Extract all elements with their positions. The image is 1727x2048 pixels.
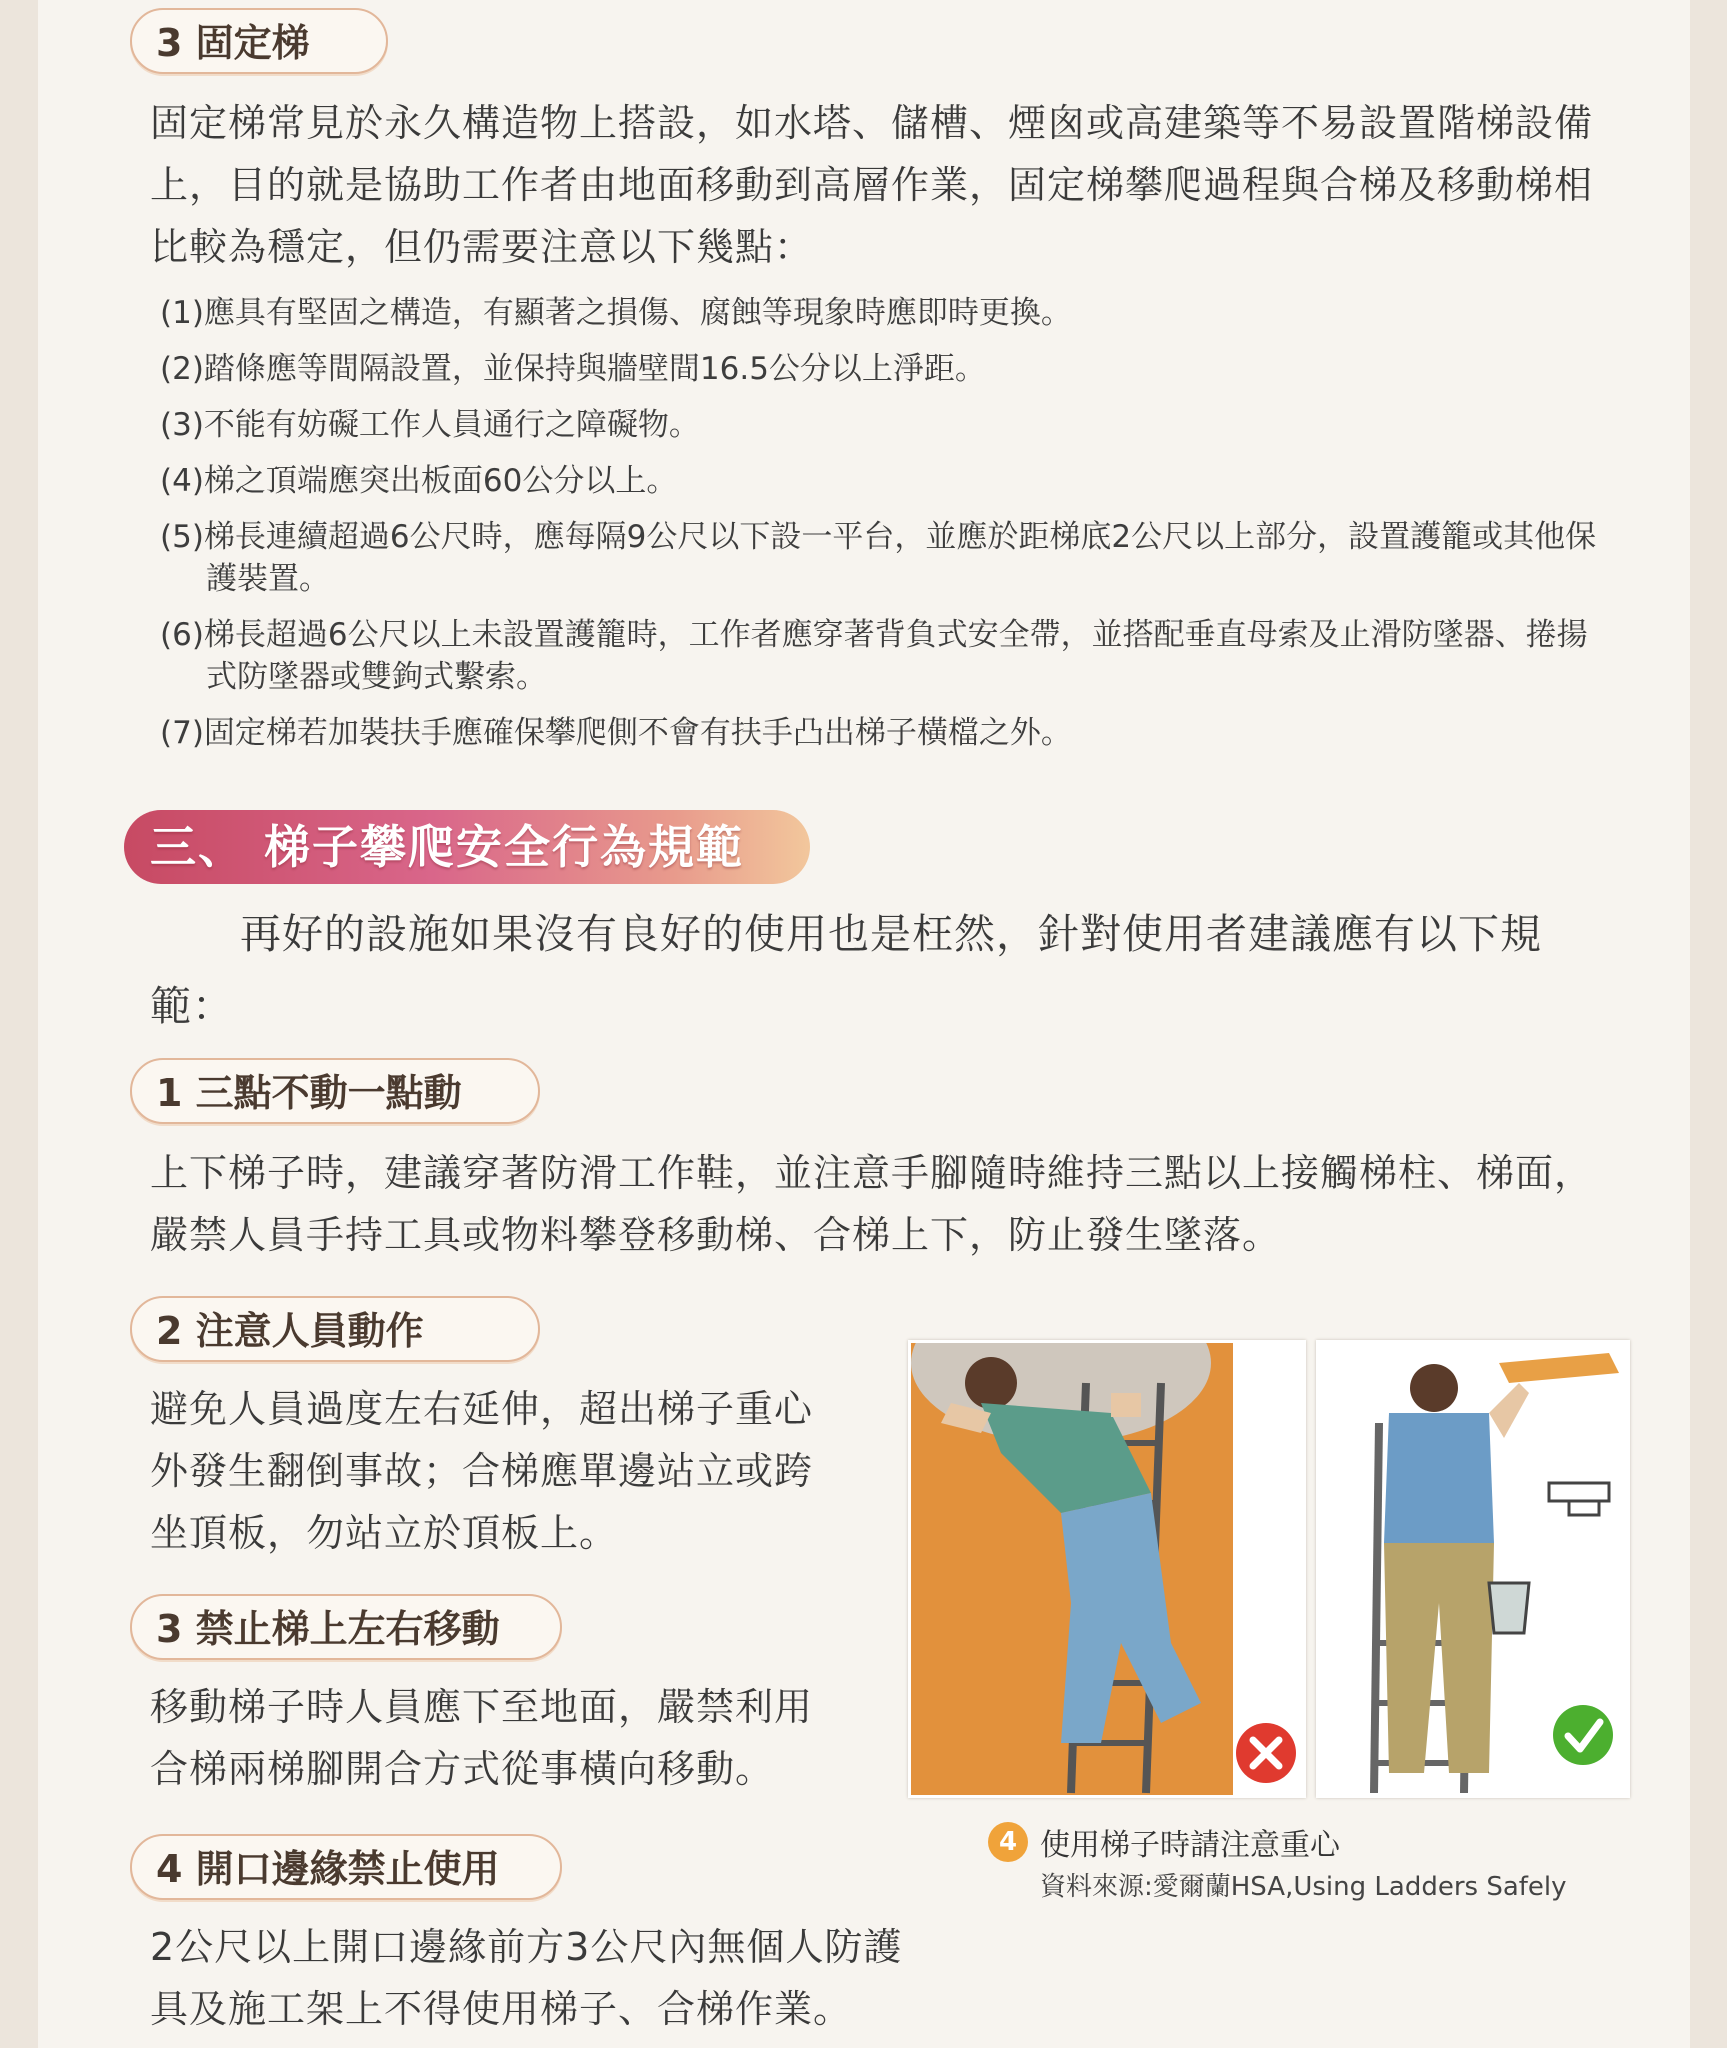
heading-text: 3 禁止梯上左右移動 <box>156 1607 500 1651</box>
list-item: (1)應具有堅固之構造，有顯著之損傷、腐蝕等現象時應即時更換。 <box>160 295 1072 331</box>
right-example-panel <box>1316 1340 1630 1798</box>
banner-text: 三、 梯子攀爬安全行為規範 <box>150 820 745 874</box>
rule-text-3: 移動梯子時人員應下至地面，嚴禁利用合梯兩梯腳開合方式從事橫向移動。 <box>150 1685 814 1791</box>
correct-worker-illustration <box>1319 1343 1630 1798</box>
check-mark-icon <box>1553 1705 1613 1765</box>
section-heading-fixed-ladder <box>130 8 388 74</box>
rule-heading-1 <box>130 1058 540 1124</box>
figure-caption: 使用梯子時請注意重心 <box>1040 1828 1340 1863</box>
list-item: (3)不能有妨礙工作人員通行之障礙物。 <box>160 407 700 443</box>
list-item: (6)梯長超過6公尺以上未設置護籠時，工作者應穿著背負式安全帶，並搭配垂直母索及止滑防墜器、捲揚式防墜器或雙鉤式繫索。 <box>160 617 1588 695</box>
overreaching-worker-illustration <box>911 1343 1306 1798</box>
figure-source: 資料來源:愛爾蘭HSA,Using Ladders Safely <box>1040 1872 1567 1902</box>
list-item: (2)踏條應等間隔設置，並保持與牆壁間16.5公分以上淨距。 <box>160 351 986 387</box>
list-item: (7)固定梯若加裝扶手應確保攀爬側不會有扶手凸出梯子橫檔之外。 <box>160 715 1072 751</box>
fixed-ladder-list <box>160 292 1600 768</box>
rule-text-4: 2公尺以上開口邊緣前方3公尺內無個人防護具及施工架上不得使用梯子、合梯作業。 <box>150 1925 903 2031</box>
list-item: (5)梯長連續超過6公尺時，應每隔9公尺以下設一平台，並應於距梯底2公尺以上部分，設置護籠或其他保護裝置。 <box>160 519 1597 597</box>
figure-number-badge: 4 <box>988 1822 1028 1862</box>
heading-text: 4 開口邊緣禁止使用 <box>156 1847 500 1891</box>
rule-heading-2 <box>130 1296 540 1362</box>
heading-text: 3 固定梯 <box>156 21 310 65</box>
list-item: (4)梯之頂端應突出板面60公分以上。 <box>160 463 678 499</box>
wrong-example-panel <box>908 1340 1306 1798</box>
section-intro: 再好的設施如果沒有良好的使用也是枉然，針對使用者建議應有以下規範： <box>150 910 1542 1030</box>
fixed-ladder-intro: 固定梯常見於永久構造物上搭設，如水塔、儲槽、煙囪或高建築等不易設置階梯設備上，目的就是協助工作者由地面移動到高層作業，固定梯攀爬過程與合梯及移動梯相比較為穩定，但仍需要注意以下幾點： <box>150 101 1594 269</box>
ladder-illustration <box>908 1340 1630 1800</box>
heading-text: 2 注意人員動作 <box>156 1309 424 1353</box>
heading-text: 1 三點不動一點動 <box>156 1071 462 1115</box>
rule-text-1: 上下梯子時，建議穿著防滑工作鞋，並注意手腳隨時維持三點以上接觸梯柱、梯面，嚴禁人員手持工具或物料攀登移動梯、合梯上下，防止發生墜落。 <box>150 1151 1594 1257</box>
rule-heading-3 <box>130 1594 562 1660</box>
section-banner <box>124 810 810 884</box>
rule-text-2: 避免人員過度左右延伸，超出梯子重心外發生翻倒事故；合梯應單邊站立或跨坐頂板，勿站立於頂板上。 <box>150 1387 814 1555</box>
rule-heading-4 <box>130 1834 562 1900</box>
